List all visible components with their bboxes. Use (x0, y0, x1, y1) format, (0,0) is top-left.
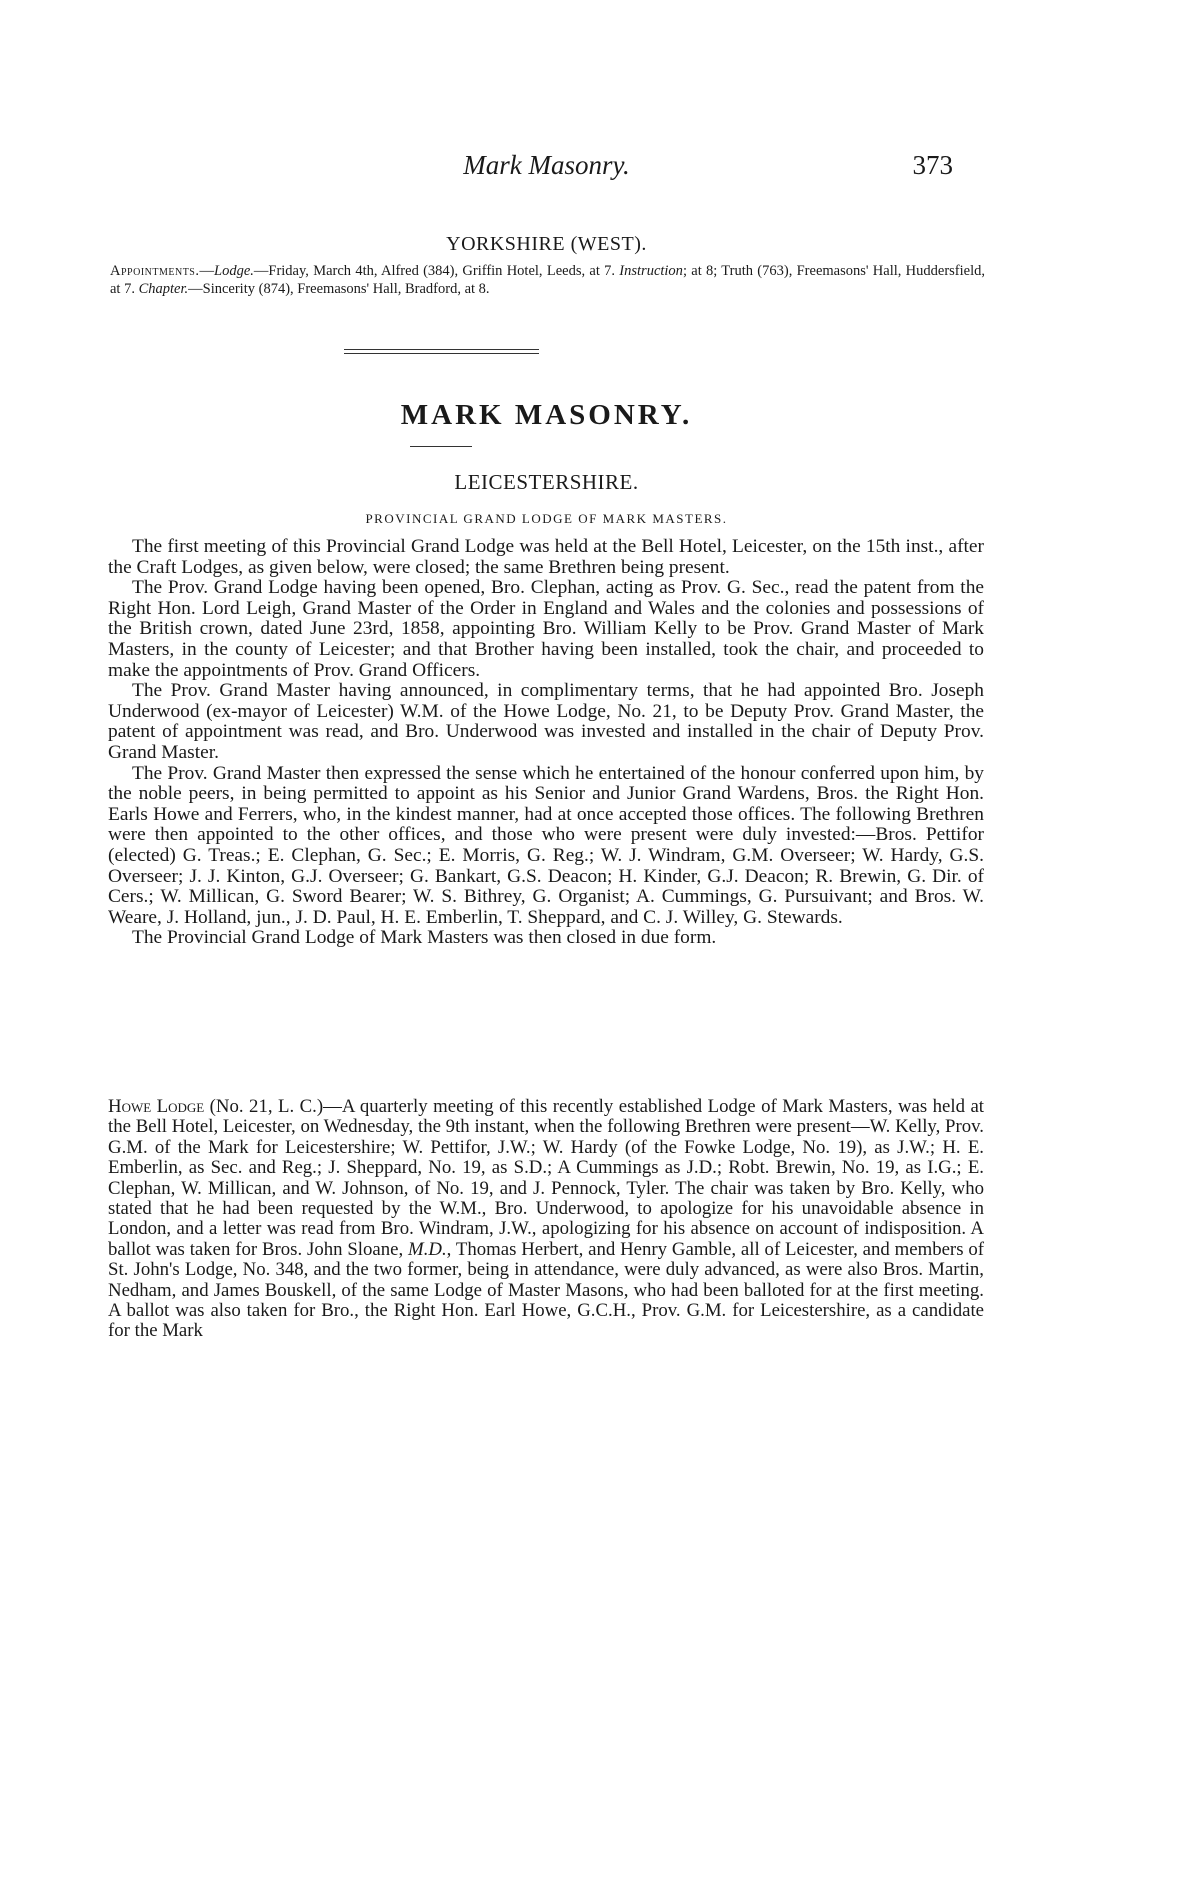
page-number: 373 (912, 150, 953, 180)
chapter-text: —Sincerity (874), Freemasons' Hall, Bradford, at 8. (188, 281, 490, 297)
yorkshire-appointments (110, 262, 985, 298)
running-head (0, 150, 1193, 190)
provincial-grand-lodge-subheading: PROVINCIAL GRAND LODGE OF MARK MASTERS. (365, 511, 728, 526)
appointments-dash: — (199, 263, 214, 279)
howe-lodge-paragraph (108, 1097, 984, 1342)
paragraph: The first meeting of this Provincial Grand Lodge was held at the Bell Hotel, Leicester, on the 15th inst., after the Craft Lodges, as given below, were closed; the same Brethren being present. (108, 536, 984, 578)
appointments-label: Appointments. (110, 263, 200, 279)
instruction-label: Instruction (619, 263, 683, 279)
howe-lodge-text-continued: , Thomas Herbert, and Henry Gamble, all of Leicester, and members of St. John's Lodge, No. 348, and the two former, being in attendance, were duly advanced, as were also Bros. Martin, Nedham, and James Bouskell, of the same Lodge of Master Masons, who had been balloted for at the first meeting. A ballot was also taken for Bro., the Right Hon. Earl Howe, G.C.H., Prov. G.M. for Leicestershire, as a candidate for the Mark (108, 1238, 985, 1342)
instruction-text: ; at 8; Truth (763), Freemasons' Hall, Huddersfield, at 7. (110, 263, 985, 297)
howe-lodge-label: Howe Lodge (108, 1096, 205, 1117)
lodge-text: —Friday, March 4th, Alfred (384), Griffin Hotel, Leeds, at 7. (253, 263, 620, 279)
running-title: Mark Masonry. (463, 150, 630, 180)
yorkshire-heading: YORKSHIRE (WEST). (446, 233, 647, 255)
lodge-label: Lodge. (214, 263, 254, 279)
paragraph: The Prov. Grand Master having announced, in complimentary terms, that he had appointed Bro. Joseph Underwood (ex-mayor of Leicester) W.M. of the Howe Lodge, No. 21, to be Deputy Prov. Grand Master, the patent of appointment was read, and Bro. Underwood was invested and installed in the chair of Deputy Prov. Grand Master. (108, 680, 984, 763)
paragraph: The Prov. Grand Lodge having been opened, Bro. Clephan, acting as Prov. G. Sec., read the patent from the Right Hon. Lord Leigh, Grand Master of the Order in England and Wales and the colonies and possessions of the British crown, dated June 23rd, 1858, appointing Bro. William Kelly to be Prov. Grand Master of Mark Masters, in the county of Leicester; and that Brother having been installed, took the chair, and proceeded to make the appointments of Prov. Grand Officers. (108, 577, 984, 681)
article-body (108, 537, 984, 949)
paragraph: The Prov. Grand Master then expressed the sense which he entertained of the honour conferred upon him, by the noble peers, in being permitted to appoint as his Senior and Junior Grand Wardens, Bros. the Right Hon. Earls Howe and Ferrers, who, in the kindest manner, had at once accepted those offices. The following Brethren were then appointed to the other offices, and those who were present were duly invested:—Bros. Pettifor (elected) G. Treas.; E. Clephan, G. Sec.; E. Morris, G. Reg.; W. J. Windram, G.M. Overseer; W. Hardy, G.S. Overseer; J. J. Kinton, G.J. Overseer; G. Bankart, G.S. Deacon; H. Kinder, G.J. Deacon; R. Brewin, G. Dir. of Cers.; W. Millican, G. Sword Bearer; W. S. Bithrey, G. Organist; A. Cummings, G. Pursuivant; and Bros. W. Weare, J. Holland, jun., J. D. Paul, H. E. Emberlin, T. Sheppard, and C. J. Willey, G. Stewards. (108, 762, 984, 928)
section-divider (344, 349, 539, 354)
howe-lodge-text: (No. 21, L. C.)—A quarterly meeting of this recently established Lodge of Mark Masters, was held at the Bell Hotel, Leicester, on Wednesday, the 9th instant, when the following Brethren were present—W. Kelly, Prov. G.M. of the Mark for Leicestershire; W. Pettifor, J.W.; W. Hardy (of the Fowke Lodge, No. 19), as J.W.; H. E. Emberlin, as Sec. and Reg.; J. Sheppard, No. 19, as S.D.; A Cummings as J.D.; Robt. Brewin, No. 19, as I.G.; E. Clephan, W. Millican, and W. Johnson, of No. 19, and J. Pennock, Tyler. The chair was taken by Bro. Kelly, who stated that he had been requested by the W.M., Bro. Underwood, to apologize for his unavoidable absence in London, and a letter was read from Bro. Windram, J.W., apologizing for his absence on account of indisposition. A ballot was taken for Bros. John Sloane, (108, 1096, 985, 1260)
heading-rule (410, 446, 472, 447)
paragraph: The Provincial Grand Lodge of Mark Masters was then closed in due form. (132, 927, 717, 949)
county-heading: LEICESTERSHIRE. (454, 470, 639, 494)
md-label: M.D. (408, 1238, 447, 1260)
mark-masonry-heading: MARK MASONRY. (400, 399, 693, 431)
howe-lodge-report (108, 1097, 984, 1342)
chapter-label: Chapter. (138, 281, 189, 297)
